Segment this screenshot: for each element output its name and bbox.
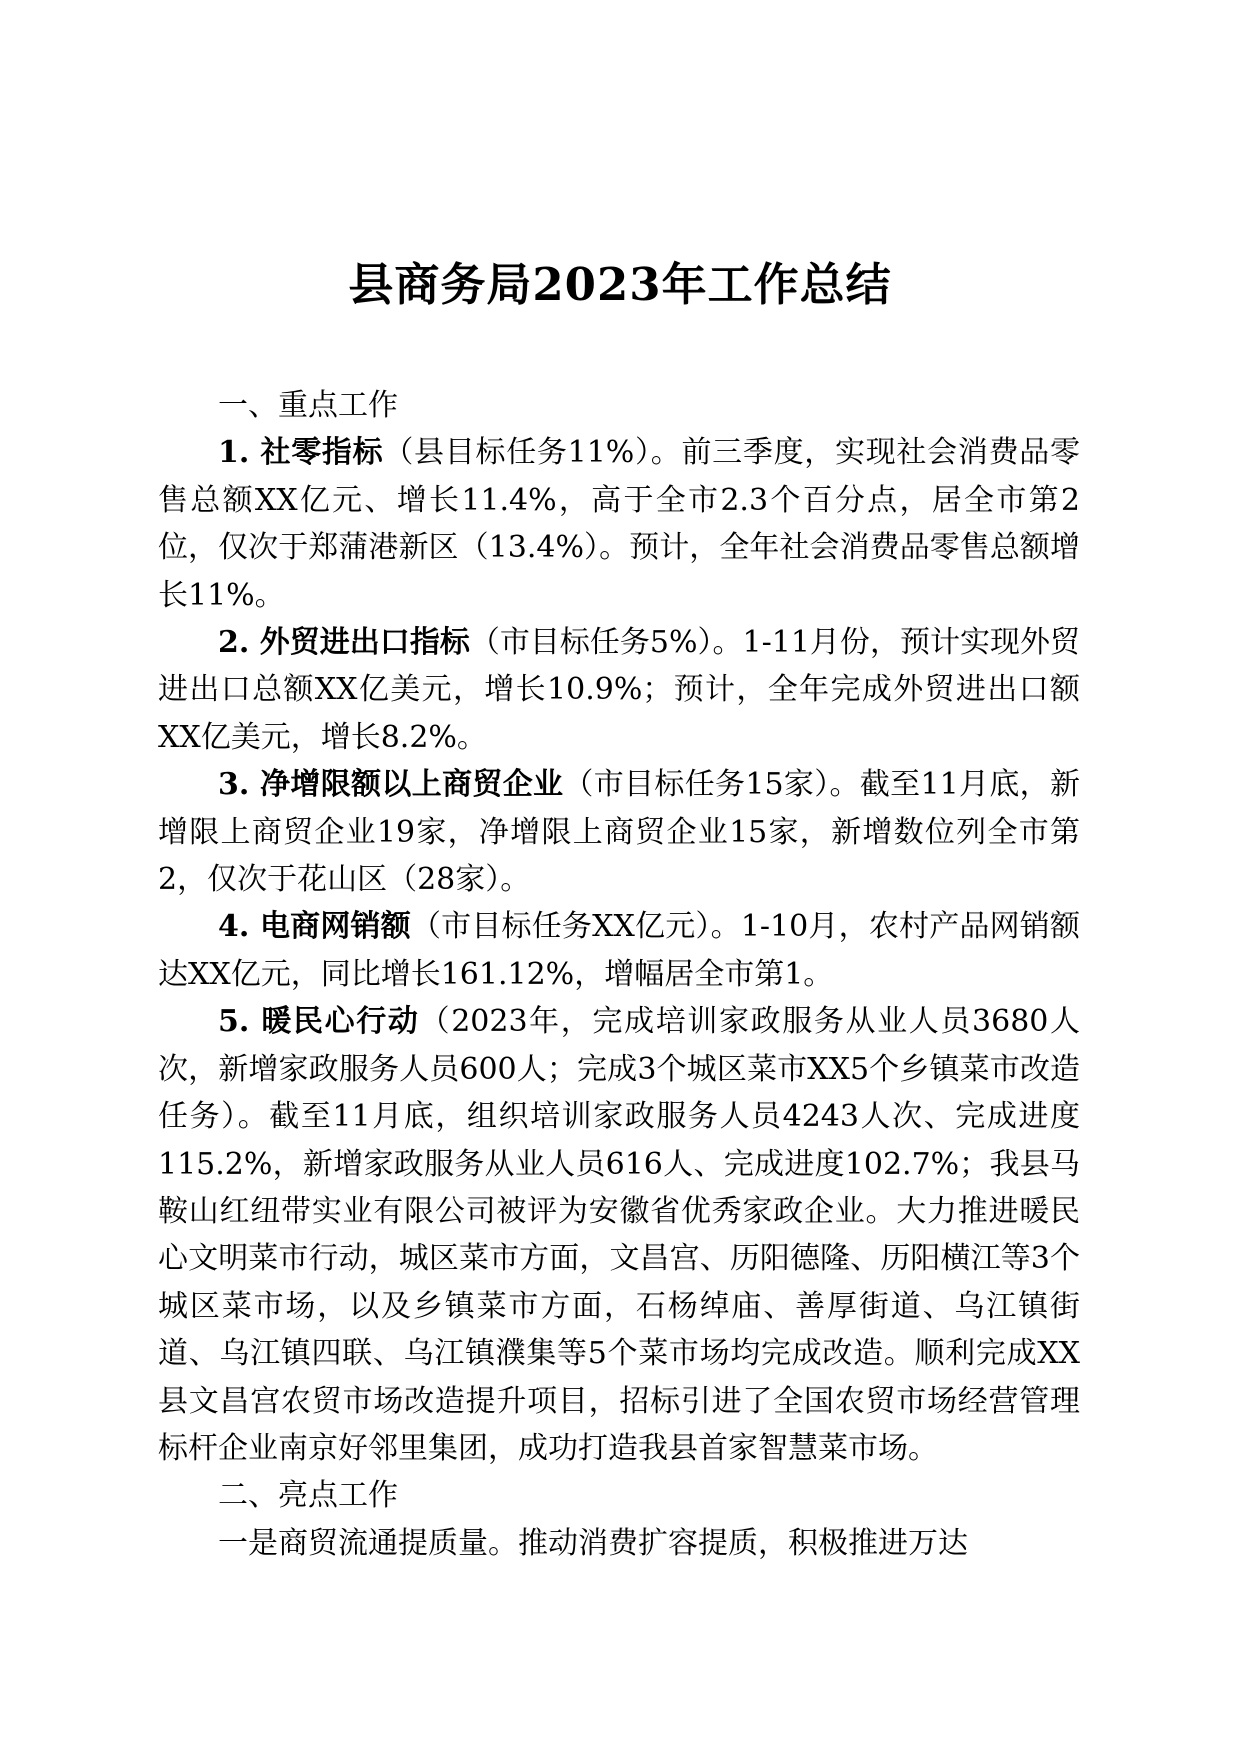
item-text-new-enterprises: （市目标任务15家）。截至11月底，新增限上商贸企业19家，净增限上商贸企业15家，新增数位列全市第2，仅次于花山区（28家）。 (158, 767, 1080, 898)
item-text-ecommerce-sales: （市目标任务XX亿元）。1-10月，农村产品网销额达XX亿元，同比增长161.12%，增幅居全市第1。 (158, 909, 1080, 992)
paragraph-ecommerce-sales (158, 903, 1080, 998)
item-lead-new-enterprises: 3. 净增限额以上商贸企业 (218, 767, 564, 803)
item-lead-foreign-trade: 2. 外贸进出口指标 (218, 625, 470, 661)
paragraph-livelihood-action (158, 998, 1080, 1472)
item-lead-livelihood-action: 5. 暖民心行动 (218, 1004, 420, 1040)
item-text-highlight-commerce: 一是商贸流通提质量。推动消费扩容提质，积极推进万达 (218, 1525, 968, 1561)
item-text-livelihood-action: （2023年，完成培训家政服务从业人员3680人次，新增家政服务人员600人；完成3个城区菜市XX5个乡镇菜市改造任务）。截至11月底，组织培训家政服务人员4243人次、完成进度115.2%，新增家政服务从业人员616人、完成进度102.7%；我县马鞍山红纽带实业有限公司被评为安徽省优秀家政企业。大力推进暖民心文明菜市行动，城区菜市方面，文昌宫、历阳德隆、历阳横江等3个城区菜市场，以及乡镇菜市方面，石杨绰庙、善厚街道、乌江镇街道、乌江镇四联、乌江镇濮集等5个菜市场均完成改造。顺利完成XX县文昌宫农贸市场改造提升项目，招标引进了全国农贸市场经营管理标杆企业南京好邻里集团，成功打造我县首家智慧菜市场。 (158, 1004, 1080, 1466)
section-heading-highlights: 二、亮点工作 (218, 1478, 398, 1514)
item-lead-ecommerce-sales: 4. 电商网销额 (218, 909, 411, 945)
document-body (158, 382, 1080, 1567)
paragraph-foreign-trade (158, 619, 1080, 761)
document-title: 县商务局2023年工作总结 (348, 258, 892, 311)
paragraph-highlight-commerce (158, 1520, 1080, 1567)
paragraph-retail-sales (158, 429, 1080, 619)
item-lead-retail-sales: 1. 社零指标 (218, 435, 384, 471)
item-text-foreign-trade: （市目标任务5%）。1-11月份，预计实现外贸进出口总额XX亿美元，增长10.9%；预计，全年完成外贸进出口额XX亿美元，增长8.2%。 (158, 625, 1080, 755)
section-heading-key-work: 一、重点工作 (218, 388, 398, 423)
paragraph-new-enterprises (158, 761, 1080, 903)
item-text-retail-sales: （县目标任务11%）。前三季度，实现社会消费品零售总额XX亿元、增长11.4%，高于全市2.3个百分点，居全市第2位，仅次于郑蒲港新区（13.4%）。预计，全年社会消费品零售总额增长11%。 (158, 435, 1081, 613)
